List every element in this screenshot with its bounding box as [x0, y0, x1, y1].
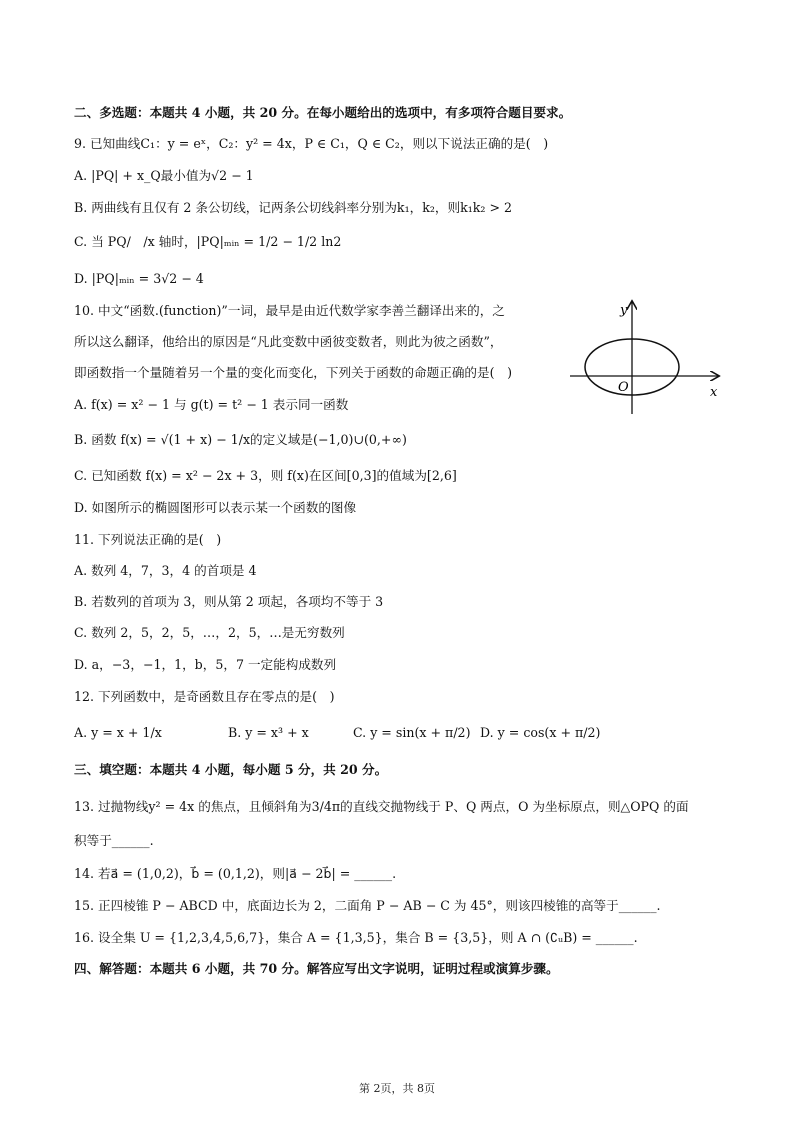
- page-footer: 第 2页，共 8页: [359, 1082, 435, 1095]
- q10-stem-line3: 即函数指一个量随着另一个量的变化而变化，下列关于函数的命题正确的是( ): [74, 365, 513, 380]
- q11-stem: 11. 下列说法正确的是( ): [74, 532, 222, 547]
- q10-option-d: D. 如图所示的椭圆图形可以表示某一个函数的图像: [74, 500, 357, 515]
- q11-option-d: D. a，−3，−1，1，b，5，7 一定能构成数列: [74, 657, 337, 672]
- q9-option-a: A. |PQ| + x_Q最小值为√2 − 1: [74, 168, 254, 183]
- q12-stem: 12. 下列函数中，是奇函数且存在零点的是( ): [74, 689, 335, 704]
- q13-line1: 13. 过抛物线y² = 4x 的焦点，且倾斜角为3/4π的直线交抛物线于 P、Q 两点，O 为坐标原点，则△OPQ 的面: [74, 799, 689, 814]
- section4-heading: 四、解答题：本题共 6 小题，共 70 分。解答应写出文字说明，证明过程或演算步骤。: [74, 961, 559, 976]
- q9-stem: 9. 已知曲线C₁：y = eˣ，C₂：y² = 4x，P ∈ C₁，Q ∈ C₂，则以下说法正确的是( ): [74, 136, 549, 151]
- q10-option-c: C. 已知函数 f(x) = x² − 2x + 3，则 f(x)在区间[0,3]的值域为[2,6]: [74, 468, 457, 483]
- q10-option-b: B. 函数 f(x) = √(1 + x) − 1/x的定义域是(−1,0)∪(0,+∞): [74, 432, 407, 447]
- origin-label: O: [618, 380, 629, 395]
- q11-option-c: C. 数列 2，5，2，5，…，2，5，…是无穷数列: [74, 625, 345, 640]
- q14-text: 14. 若a⃗ = (1,0,2)，b⃗ = (0,1,2)，则|a⃗ − 2b⃗| = ______.: [74, 866, 397, 881]
- q10-option-a: A. f(x) = x² − 1 与 g(t) = t² − 1 表示同一函数: [74, 397, 349, 412]
- q12-option-a: A. y = x + 1/x: [74, 725, 162, 740]
- q9-option-c: C. 当 PQ/ /x 轴时，|PQ|ₘᵢₙ = 1/2 − 1/2 ln2: [74, 234, 342, 249]
- q10-stem-line1: 10. 中文“函数.(function)”一词，最早是由近代数学家李善兰翻译出来的，之: [74, 303, 505, 318]
- section3-heading: 三、填空题：本题共 4 小题，每小题 5 分，共 20 分。: [74, 762, 388, 777]
- q9-option-d: D. |PQ|ₘᵢₙ = 3√2 − 4: [74, 271, 204, 286]
- q15-text: 15. 正四棱锥 P − ABCD 中，底面边长为 2，二面角 P − AB − C 为 45°，则该四棱锥的高等于______.: [74, 898, 661, 913]
- q10-stem-line2: 所以这么翻译，他给出的原因是“凡此变数中函彼变数者，则此为彼之函数”，: [74, 334, 503, 349]
- ellipse-figure: [570, 298, 730, 418]
- x-axis-label: x: [710, 385, 718, 400]
- q11-option-a: A. 数列 4，7，3，4 的首项是 4: [74, 563, 257, 578]
- q13-line2: 积等于______.: [74, 833, 154, 848]
- q12-option-b: B. y = x³ + x: [228, 725, 309, 740]
- q12-option-d: D. y = cos(x + π/2): [480, 725, 601, 740]
- q16-text: 16. 设全集 U = {1,2,3,4,5,6,7}，集合 A = {1,3,5}，集合 B = {3,5}，则 A ∩ (∁ᵤB) = ______.: [74, 930, 638, 945]
- q9-option-b: B. 两曲线有且仅有 2 条公切线，记两条公切线斜率分别为k₁，k₂，则k₁k₂ > 2: [74, 200, 513, 215]
- y-axis-label: y: [620, 303, 628, 318]
- section2-heading: 二、多选题：本题共 4 小题，共 20 分。在每小题给出的选项中，有多项符合题目要求。: [74, 105, 572, 120]
- q11-option-b: B. 若数列的首项为 3，则从第 2 项起，各项均不等于 3: [74, 594, 384, 609]
- q12-option-c: C. y = sin(x + π/2): [353, 725, 471, 740]
